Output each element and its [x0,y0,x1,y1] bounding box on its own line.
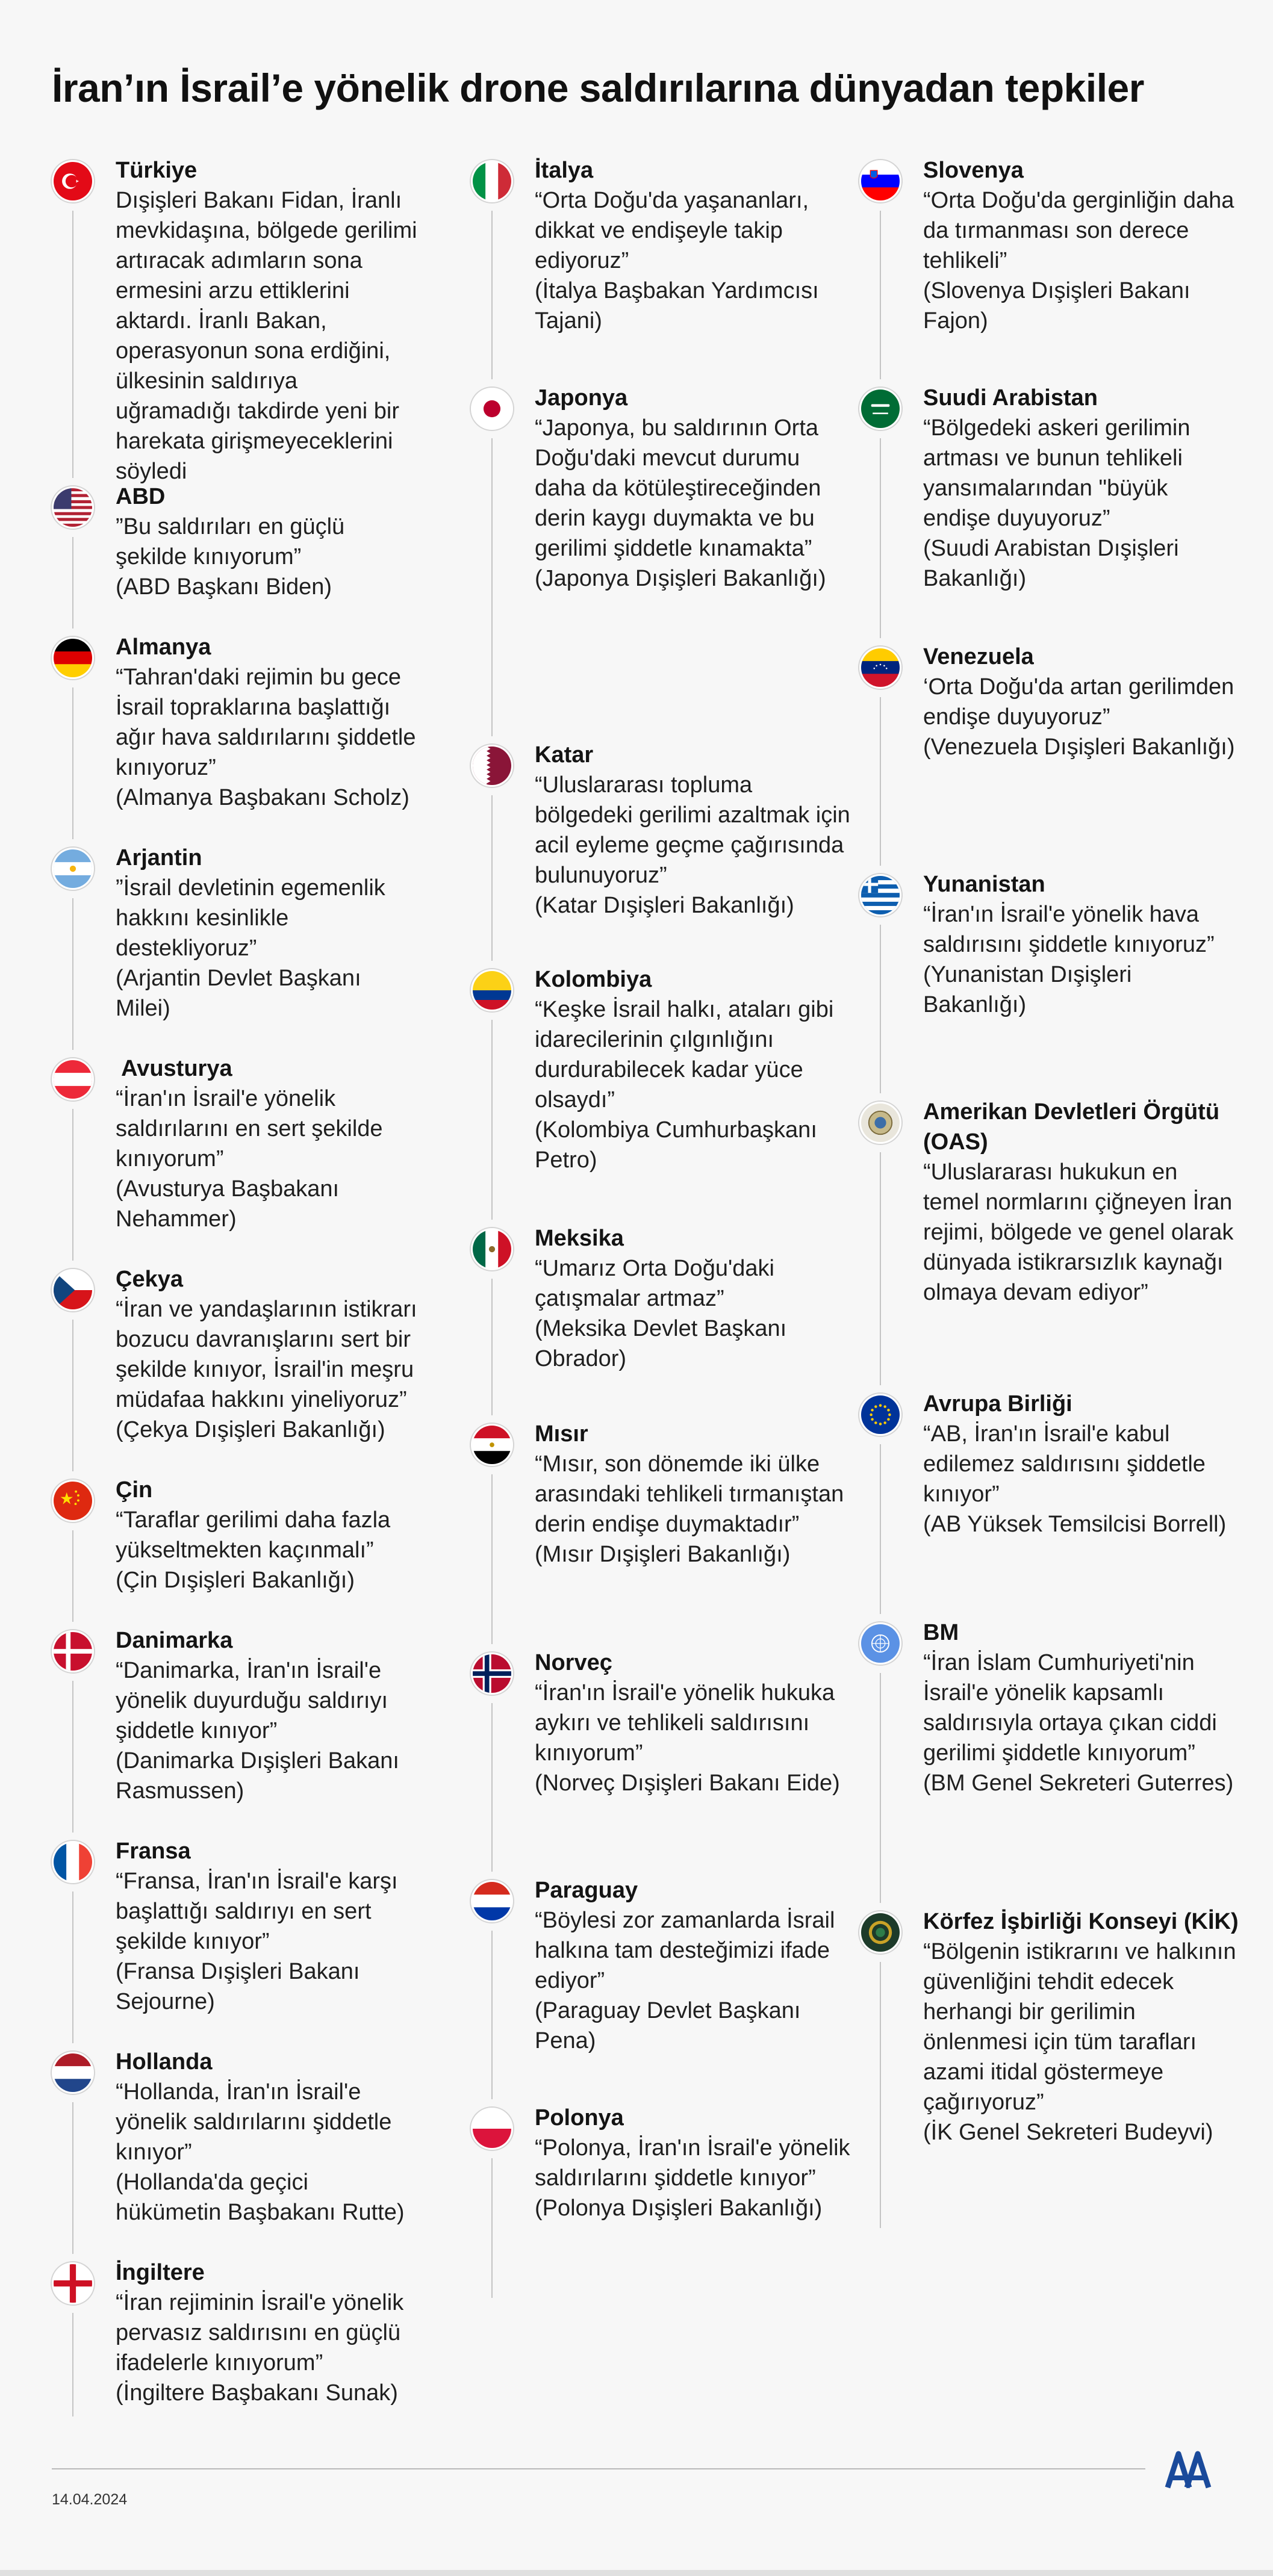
united-nations-emblem-icon [859,1622,901,1665]
reaction-text: “Uluslararası hukukun en temel normlarını çiğneyen İran rejimi, bölgede ve genel olarak dünyada istikrarsızlık kaynağı olmaya devam ediyor” [923,1159,1234,1305]
list-item-turkiye [52,155,419,482]
timeline-line [491,1020,493,1220]
reaction-text: “Danimarka, İran'ın İsrail'e yönelik duyurduğu saldırıyı şiddetle kınıyor” (Danimarka Dışişleri Bakanı Rasmussen) [116,1658,399,1804]
timeline-line [491,438,493,736]
usa-flag-icon [52,486,94,529]
list-item-meksika [471,1223,850,1419]
argentina-flag-icon [52,848,94,890]
greece-flag-icon [859,874,901,916]
list-item-venezuela [859,642,1239,869]
timeline-line [491,1279,493,1415]
reaction-text: “Japonya, bu saldırının Orta Doğu'daki mevcut durumu daha da kötüleştireceğinden derin kaygı duymakta ve bu gerilimi şiddetle kınamakta” (Japonya Dışişleri Bakanlığı) [535,415,826,591]
timeline-line [491,1931,493,2099]
timeline-line [880,1962,881,2228]
country-name: Türkiye [116,158,198,183]
timeline-line [880,697,881,866]
footer-divider [52,2468,1145,2469]
timeline-line [491,211,493,379]
list-item-italya [471,155,850,383]
reaction-text: “İran'ın İsrail'e yönelik saldırılarını en sert şekilde kınıyorum” (Avusturya Başbakanı Nehammer) [116,1086,383,1232]
country-name: ABD [116,484,166,509]
reaction-text: “AB, İran'ın İsrail'e kabul edilemez saldırısını şiddetle kınıyor” (AB Yüksek Temsilcisi Borrell) [923,1421,1227,1537]
reaction-text: “Böylesi zor zamanlarda İsrail halkına tam desteğimizi ifade ediyor” (Paraguay Devlet Başkanı Pena) [535,1908,835,2053]
list-item-abd [52,482,419,632]
timeline-line [491,795,493,961]
country-name: Suudi Arabistan [923,385,1098,411]
country-name: Meksika [535,1226,624,1251]
timeline-line [491,1474,493,1644]
list-item-bm [859,1618,1239,1907]
european-union-flag-icon [859,1394,901,1436]
timeline-line [72,537,73,628]
france-flag-icon [52,1841,94,1883]
list-item-cekya [52,1264,419,1475]
reaction-text: “Bölgenin istikrarını ve halkının güvenliğini tehdit edecek herhangi bir gerilimin önlenmesi için tüm tarafları azami itidal göstermeye çağırıyoruz” (İK Genel Sekreteri Budeyvi) [923,1939,1236,2145]
norway-flag-icon [471,1653,513,1695]
timeline-line [72,687,73,839]
venezuela-flag-icon [859,647,901,689]
list-item-katar [471,740,850,964]
timeline-line [72,1530,73,1622]
list-item-avusturya [52,1054,419,1264]
italy-flag-icon [471,160,513,202]
country-name: Paraguay [535,1878,638,1903]
bottom-bar [0,2570,1273,2576]
qatar-flag-icon [471,745,513,787]
reaction-text: “Orta Doğu'da gerginliğin daha da tırmanması son derece tehlikeli” (Slovenya Dışişleri Bakanı Fajon) [923,188,1234,334]
paraguay-flag-icon [471,1880,513,1922]
reaction-text: “Orta Doğu'da yaşananları, dikkat ve endişeyle takip ediyoruz” (İtalya Başbakan Yardımcısı Tajani) [535,188,819,334]
country-name: Slovenya [923,158,1024,183]
reactions-column-1 [52,155,419,2420]
list-item-danimarka [52,1625,419,1836]
timeline-line [491,1703,493,1872]
country-name: Fransa [116,1839,191,1864]
country-name: Çin [116,1477,153,1503]
country-name: Çekya [116,1267,183,1292]
reaction-text: “Keşke İsrail halkı, ataları gibi idarecilerinin çılgınlığını durdurabilecek kadar yüce olsaydı” (Kolombiya Cumhurbaşkanı Petro) [535,997,834,1173]
country-name: Yunanistan [923,872,1045,897]
reaction-text: “Hollanda, İran'ın İsrail'e yönelik saldırılarını şiddetle kınıyor” (Hollanda'da geçici hükümetin Başbakanı Rutte) [116,2079,405,2225]
timeline-line [72,1320,73,1471]
reaction-text: “Mısır, son dönemde iki ülke arasındaki tehlikeli tırmanıştan derin endişe duymaktadır” (Mısır Dışişleri Bakanlığı) [535,1451,844,1567]
list-item-slovenya [859,155,1239,383]
denmark-flag-icon [52,1630,94,1672]
reaction-text: Dışişleri Bakanı Fidan, İranlı mevkidaşına, bölgede gerilimi artıracak adımların sona ermesini arzu ettiklerini aktardı. İranlı Bakan, operasyonun sona erdiğini, ülkesinin saldırıya uğramadığı takdirde yeni bir harekata girişmeyeceklerini söyledi [116,188,417,484]
list-item-polonya [471,2103,850,2301]
netherlands-flag-icon [52,2052,94,2094]
country-name: Katar [535,742,594,768]
reactions-column-3 [859,155,1239,2232]
country-name: Danimarka [116,1628,233,1653]
list-item-misir [471,1419,850,1648]
timeline-line [880,925,881,1093]
reaction-text: ”İsrail devletinin egemenlik hakkını kesinlikle destekliyoruz” (Arjantin Devlet Başkanı Milei) [116,875,385,1021]
list-item-kik [859,1907,1239,2232]
country-name: Avrupa Birliği [923,1391,1072,1417]
germany-flag-icon [52,637,94,679]
reaction-text: “Fransa, İran'ın İsrail'e karşı başlattığı saldırıyı en sert şekilde kınıyor” (Fransa Dışişleri Bakanı Sejourne) [116,1869,398,2014]
timeline-line [72,2313,73,2416]
timeline-line [72,2102,73,2254]
austria-flag-icon [52,1058,94,1100]
reaction-text: “Bölgedeki askeri gerilimin artması ve bunun tehlikeli yansımalarından "büyük endişe duyuyoruz” (Suudi Arabistan Dışişleri Bakanlığı) [923,415,1191,591]
timeline-line [880,1673,881,1903]
country-name: Polonya [535,2105,624,2131]
country-name: Japonya [535,385,628,411]
china-flag-icon [52,1480,94,1522]
timeline-line [72,1681,73,1833]
mexico-flag-icon [471,1228,513,1270]
timeline-line [72,211,73,478]
reaction-text: “İran rejiminin İsrail'e yönelik pervasız saldırısını en güçlü ifadelerle kınıyorum” (İngiltere Başbakanı Sunak) [116,2290,404,2406]
list-item-suudi-arabistan [859,383,1239,642]
colombia-flag-icon [471,969,513,1011]
country-name: İtalya [535,158,594,183]
timeline-line [72,898,73,1050]
list-item-hollanda [52,2047,419,2258]
list-item-norvec [471,1648,850,1875]
reactions-column-2 [471,155,850,2301]
country-name: Amerikan Devletleri Örgütü (OAS) [923,1099,1220,1155]
list-item-paraguay [471,1875,850,2103]
japan-flag-icon [471,388,513,430]
country-name: Venezuela [923,644,1034,669]
list-item-ingiltere [52,2258,419,2420]
timeline-line [72,1892,73,2043]
timeline-line [880,211,881,379]
country-name: Almanya [116,635,211,660]
timeline-line [72,1109,73,1261]
timeline-line [880,1152,881,1385]
page-title: İran’ın İsrail’e yönelik drone saldırılarına dünyadan tepkiler [52,66,1144,110]
list-item-fransa [52,1836,419,2047]
reaction-text: ‘Orta Doğu'da artan gerilimden endişe duyuyoruz” (Venezuela Dışişleri Bakanlığı) [923,674,1235,760]
reaction-text: “Uluslararası topluma bölgedeki gerilimi azaltmak için acil eyleme geçme çağırısında bulunuyoruz” (Katar Dışişleri Bakanlığı) [535,772,850,918]
anadolu-agency-logo-icon [1164,2448,1212,2491]
england-flag-icon [52,2262,94,2304]
list-item-almanya [52,632,419,843]
country-name: Körfez İşbirliği Konseyi (KİK) [923,1909,1239,1934]
list-item-avrupa-birligi [859,1389,1239,1618]
list-item-oas [859,1097,1239,1389]
country-name: BM [923,1620,959,1645]
reaction-text: “İran'ın İsrail'e yönelik hava saldırısını şiddetle kınıyoruz” (Yunanistan Dışişleri Bakanlığı) [923,902,1215,1017]
reaction-text: “Polonya, İran'ın İsrail'e yönelik saldırılarını şiddetle kınıyor” (Polonya Dışişleri Bakanlığı) [535,2135,850,2221]
timeline-line [880,438,881,638]
reaction-text: “İran ve yandaşlarının istikrarı bozucu davranışlarını sert bir şekilde kınıyor, İsrail'in meşru müdafaa hakkını yineliyoruz” (Çekya Dışişleri Bakanlığı) [116,1297,417,1442]
list-item-japonya [471,383,850,740]
list-item-arjantin [52,843,419,1054]
turkey-flag-icon [52,160,94,202]
list-item-cin [52,1475,419,1625]
country-name: Norveç [535,1650,612,1675]
list-item-kolombiya [471,964,850,1223]
saudi-arabia-flag-icon [859,388,901,430]
reaction-text: “İran İslam Cumhuriyeti'nin İsrail'e yönelik kapsamlı saldırısıyla ortaya çıkan ciddi gerilimi şiddetle kınıyorum” (BM Genel Sekreteri Guterres) [923,1650,1234,1796]
publish-date: 14.04.2024 [52,2491,128,2508]
list-item-yunanistan [859,869,1239,1097]
country-name: Arjantin [116,845,202,871]
slovenia-flag-icon [859,160,901,202]
country-name: İngiltere [116,2260,205,2285]
timeline-line [491,2158,493,2298]
egypt-flag-icon [471,1424,513,1466]
reaction-text: ”Bu saldırıları en güçlü şekilde kınıyorum” (ABD Başkanı Biden) [116,514,345,600]
timeline-line [880,1444,881,1614]
reaction-text: “Taraflar gerilimi daha fazla yükseltmekten kaçınmalı” (Çin Dışişleri Bakanlığı) [116,1507,391,1593]
country-name: Hollanda [116,2049,213,2075]
country-name: Kolombiya [535,967,652,992]
oas-emblem-icon [859,1102,901,1144]
reaction-text: “İran'ın İsrail'e yönelik hukuka aykırı ve tehlikeli saldırısını kınıyorum” (Norveç Dışişleri Bakanı Eide) [535,1680,840,1796]
country-name: Mısır [535,1421,588,1447]
reaction-text: “Umarız Orta Doğu'daki çatışmalar artmaz” (Meksika Devlet Başkanı Obrador) [535,1256,787,1371]
czechia-flag-icon [52,1269,94,1311]
gcc-emblem-icon [859,1911,901,1954]
country-name: Avusturya [116,1056,232,1081]
poland-flag-icon [471,2108,513,2150]
reaction-text: “Tahran'daki rejimin bu gece İsrail topraklarına başlattığı ağır hava saldırılarını şiddetle kınıyoruz” (Almanya Başbakanı Scholz) [116,665,416,810]
